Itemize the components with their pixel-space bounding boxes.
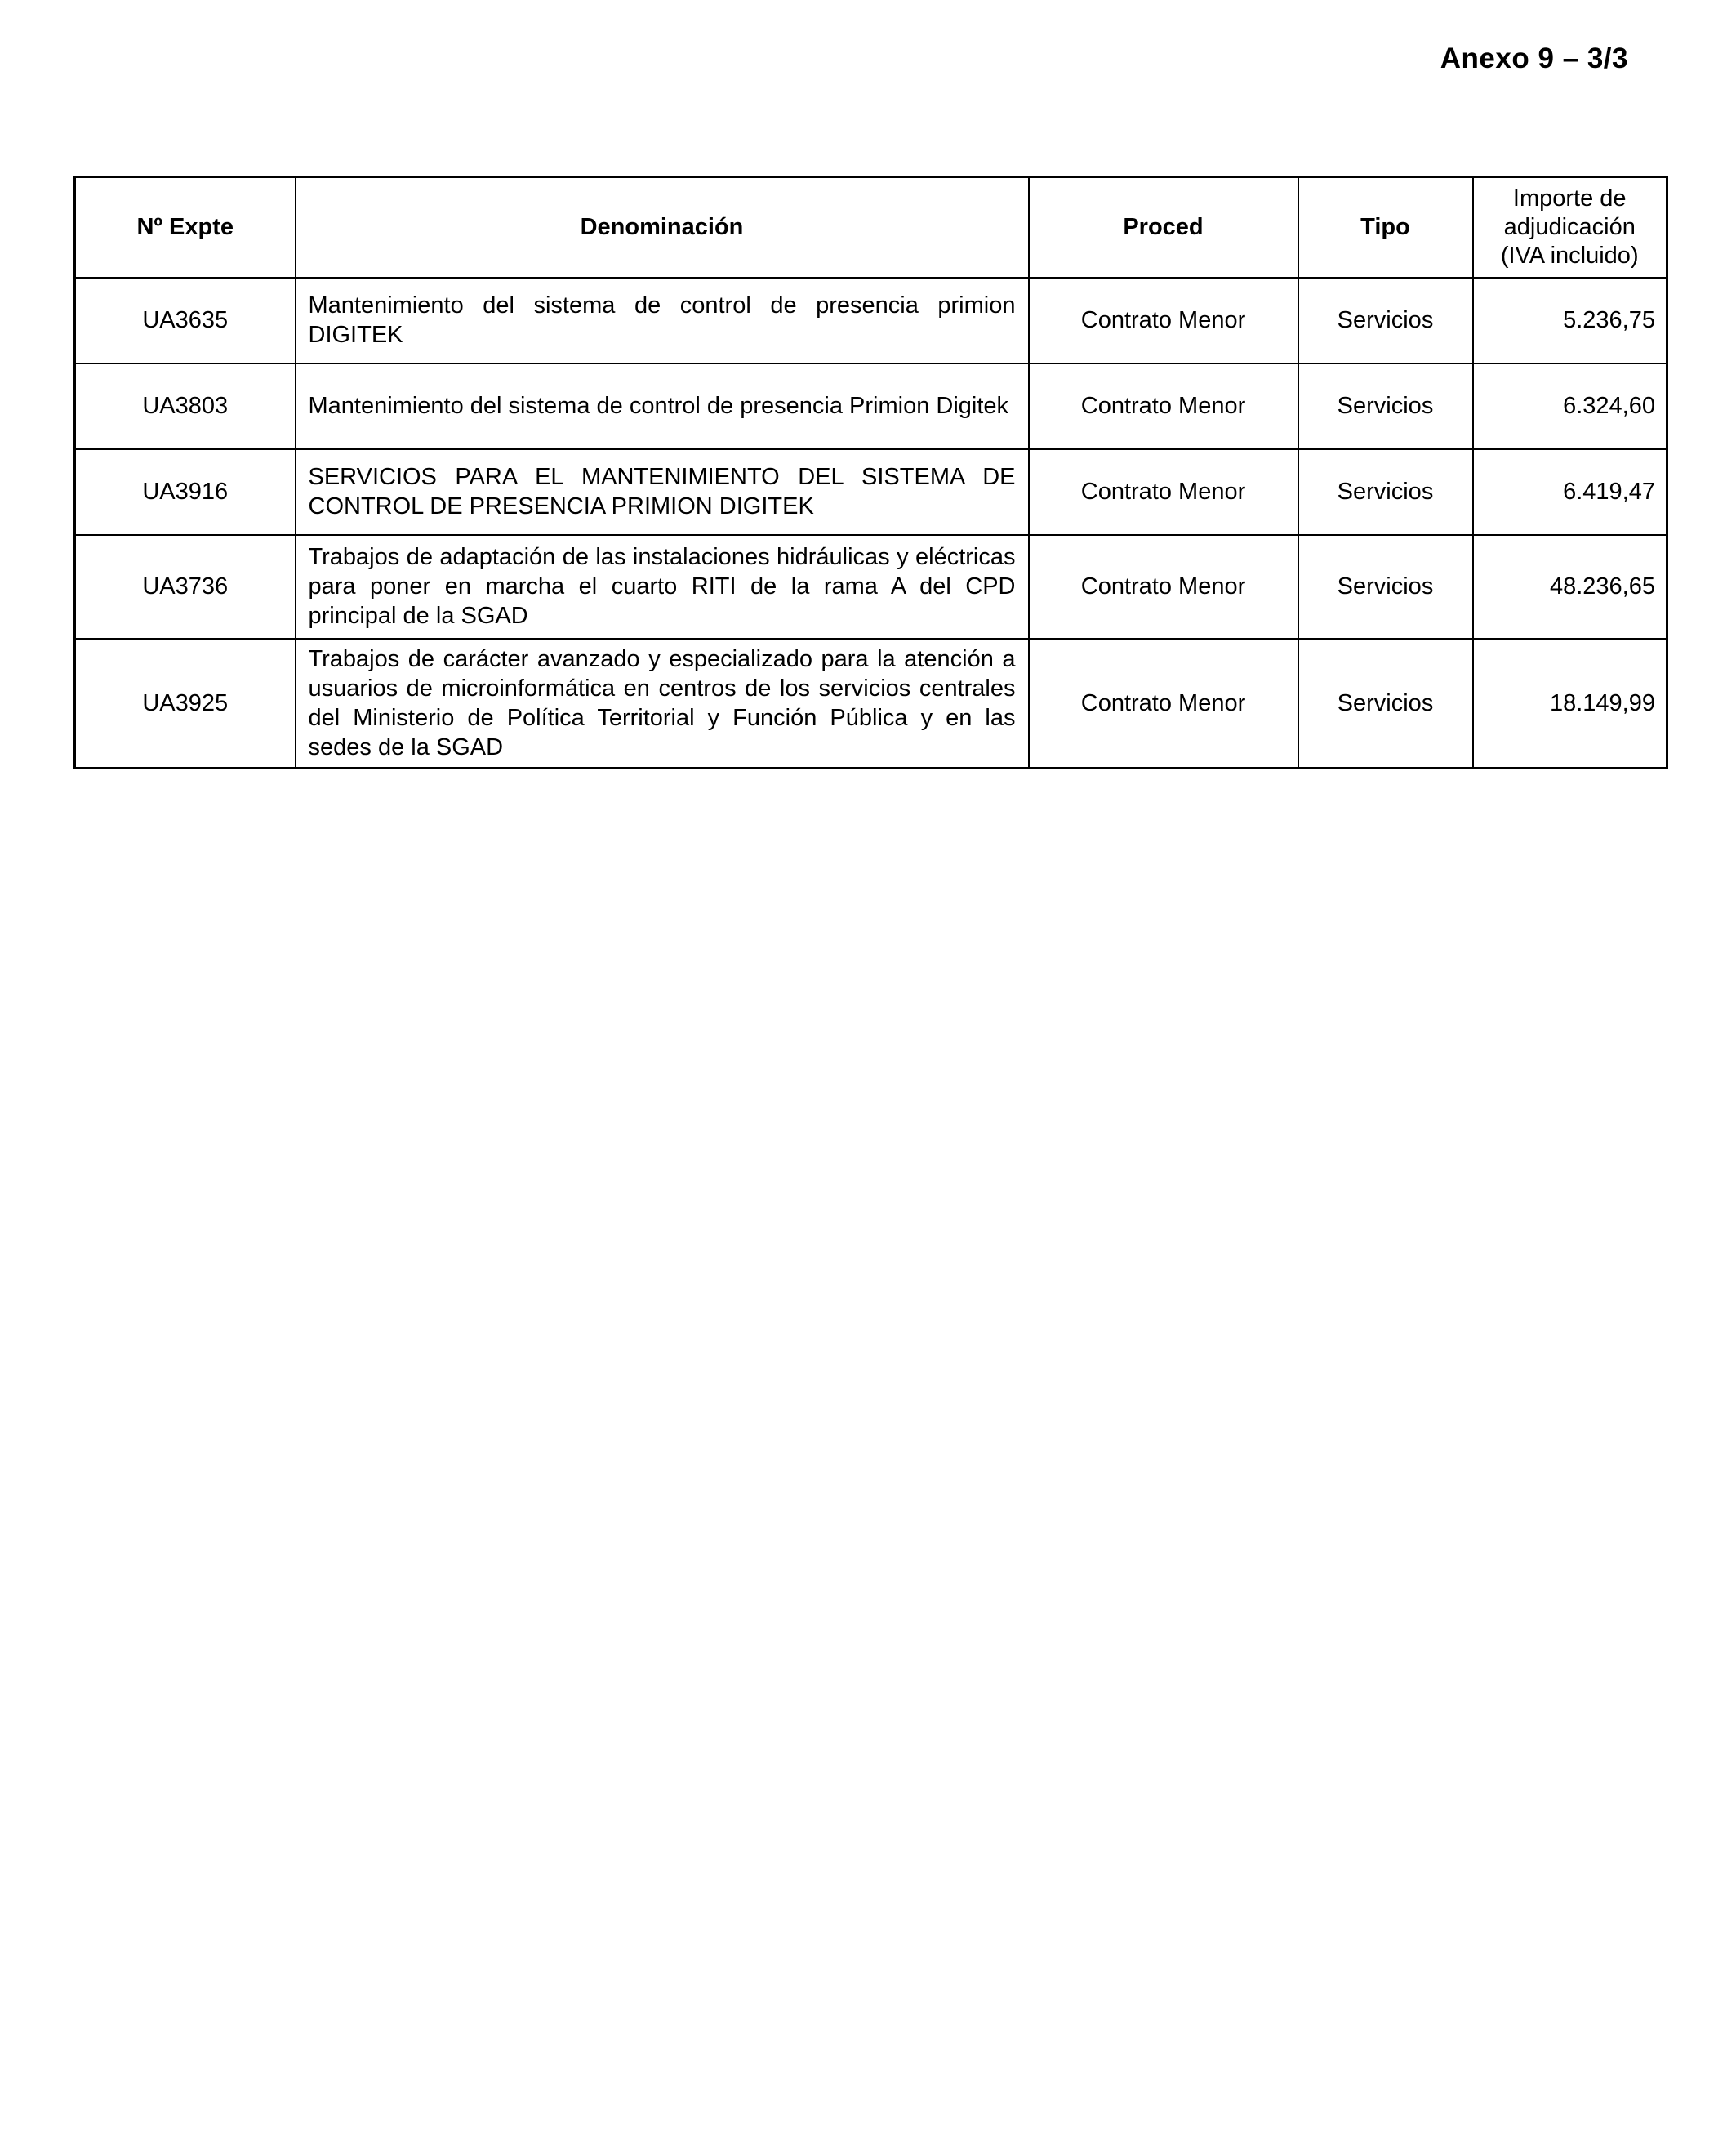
contracts-table [73, 176, 1668, 769]
denominacion-cell: SERVICIOS PARA EL MANTENIMIENTO DEL SISTEMA DE CONTROL DE PRESENCIA PRIMION DIGITEK [296, 449, 1029, 535]
col-header-importe: Importe de adjudicación (IVA incluido) [1473, 177, 1667, 278]
col-header-denominacion: Denominación [296, 177, 1029, 278]
table-header-row [75, 177, 1667, 278]
importe-cell: 5.236,75 [1473, 278, 1667, 363]
importe-cell: 48.236,65 [1473, 535, 1667, 639]
denominacion-cell: Mantenimiento del sistema de control de presencia primion DIGITEK [296, 278, 1029, 363]
tipo-cell: Servicios [1298, 535, 1473, 639]
expte-cell: UA3736 [75, 535, 296, 639]
proced-cell: Contrato Menor [1029, 278, 1298, 363]
denominacion-cell: Mantenimiento del sistema de control de presencia Primion Digitek [296, 363, 1029, 449]
table-row [75, 278, 1667, 363]
col-header-tipo: Tipo [1298, 177, 1473, 278]
table-row [75, 639, 1667, 769]
tipo-cell: Servicios [1298, 278, 1473, 363]
denominacion-cell: Trabajos de carácter avanzado y especializado para la atención a usuarios de microinformática en centros de los servicios centrales del Ministerio de Política Territorial y Función Pública y en las sedes de la SGAD [296, 639, 1029, 769]
importe-cell: 6.419,47 [1473, 449, 1667, 535]
expte-cell: UA3803 [75, 363, 296, 449]
proced-cell: Contrato Menor [1029, 449, 1298, 535]
page-title: Anexo 9 – 3/3 [1440, 42, 1628, 74]
proced-cell: Contrato Menor [1029, 535, 1298, 639]
col-header-proced: Proced [1029, 177, 1298, 278]
expte-cell: UA3925 [75, 639, 296, 769]
expte-cell: UA3916 [75, 449, 296, 535]
tipo-cell: Servicios [1298, 449, 1473, 535]
tipo-cell: Servicios [1298, 363, 1473, 449]
col-header-expte: Nº Expte [75, 177, 296, 278]
importe-cell: 18.149,99 [1473, 639, 1667, 769]
table-row [75, 535, 1667, 639]
tipo-cell: Servicios [1298, 639, 1473, 769]
proced-cell: Contrato Menor [1029, 363, 1298, 449]
expte-cell: UA3635 [75, 278, 296, 363]
table-row [75, 363, 1667, 449]
importe-cell: 6.324,60 [1473, 363, 1667, 449]
table-row [75, 449, 1667, 535]
proced-cell: Contrato Menor [1029, 639, 1298, 769]
denominacion-cell: Trabajos de adaptación de las instalaciones hidráulicas y eléctricas para poner en marcha el cuarto RITI de la rama A del CPD principal de la SGAD [296, 535, 1029, 639]
